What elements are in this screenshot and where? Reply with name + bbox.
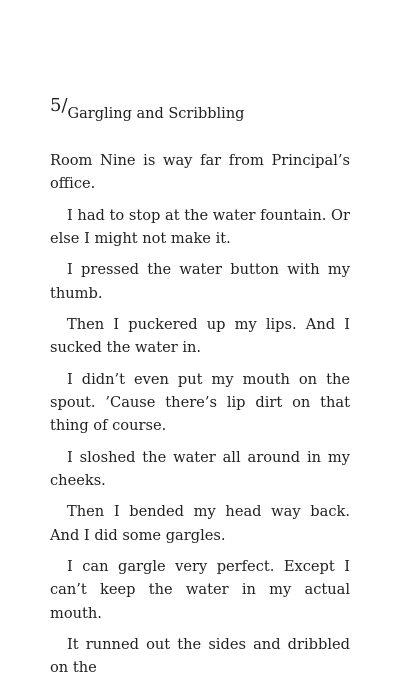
chapter-title: Gargling and Scribbling [67, 106, 245, 122]
paragraph: It runned out the sides and dribbled on the [50, 636, 350, 677]
chapter-number: 5/ [50, 95, 68, 116]
paragraph: Then I bended my head way back. And I did some gargles. [50, 503, 350, 544]
paragraph: I sloshed the water all around in my cheeks. [50, 448, 350, 489]
paragraph: I had to stop at the water fountain. Or else I might not make it. [50, 206, 350, 247]
chapter-body [50, 149, 350, 688]
chapter-heading [50, 95, 245, 124]
paragraph: I can gargle very perfect. Except I can’t keep the water in my actual mouth. [50, 558, 350, 622]
paragraph: Room Nine is way far from Principal’s office. [50, 152, 350, 193]
paragraph: Then I puckered up my lips. And I sucked the water in. [50, 316, 350, 357]
paragraph: I pressed the water button with my thumb. [50, 261, 350, 302]
paragraph: I didn’t even put my mouth on the spout. ’Cause there’s lip dirt on that thing of course. [50, 370, 350, 435]
